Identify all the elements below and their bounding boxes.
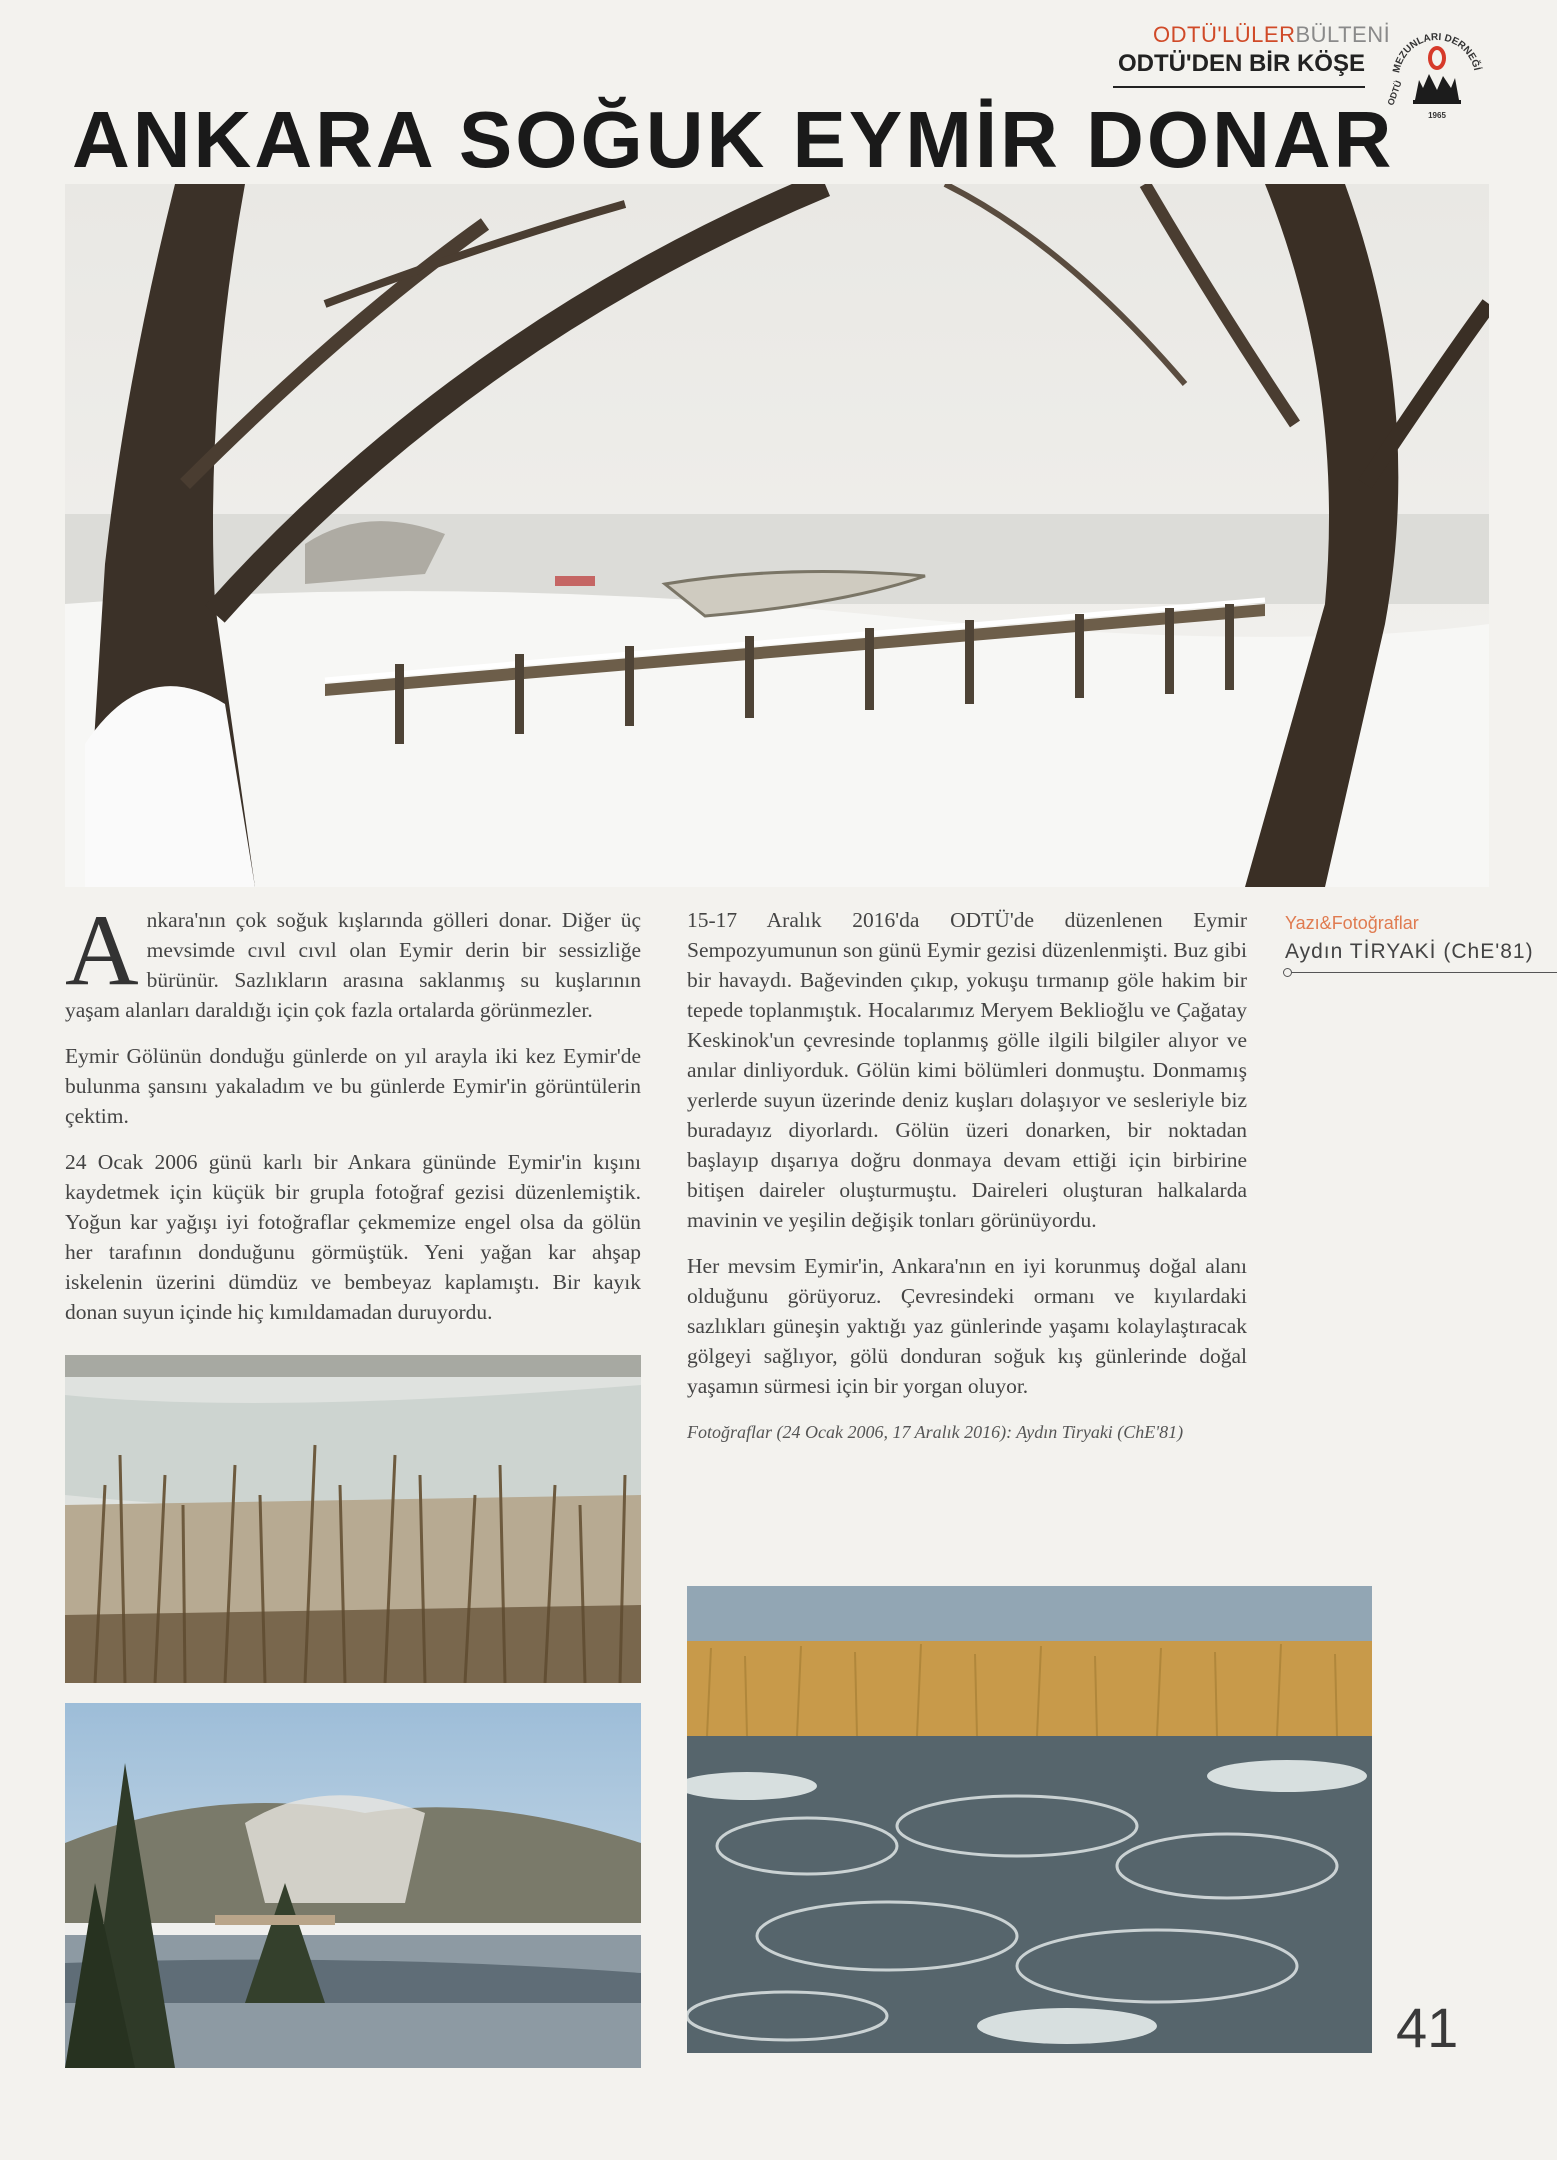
paragraph-1-text: nkara'nın çok soğuk kışlarında gölleri donar. Diğer üç mevsimde cıvıl cıvıl olan Eymir derin bir sessizliğe bürünür. Sazlıkların arasına saklanmış su kuşlarının yaşam alanları daraldığı için çok fazla ortalarda görünmezler.	[65, 908, 641, 1022]
article-column-2	[687, 905, 1247, 1447]
byline-rule	[1287, 972, 1557, 973]
page-number: 41	[1396, 1996, 1459, 2059]
bulletin-part-1: ODTÜ'	[1153, 22, 1223, 47]
logo-ring-text: MEZUNLARI DERNEĞİ	[1391, 31, 1483, 74]
paragraph-2: Eymir Gölünün donduğu günlerde on yıl arayla iki kez Eymir'de bulunma şansını yakaladım ve bu günlerde Eymir'in görüntülerin çektim.	[65, 1044, 641, 1128]
logo-year: 1965	[1428, 111, 1446, 120]
byline-author: Aydın TİRYAKİ (ChE'81)	[1285, 940, 1534, 963]
byline-label: Yazı&Fotoğraflar	[1285, 913, 1419, 933]
byline-dot	[1283, 968, 1292, 977]
bulletin-part-2: LÜLER	[1222, 22, 1296, 47]
bulletin-part-3: BÜLTENİ	[1295, 22, 1391, 47]
paragraph-4: 15-17 Aralık 2016'da ODTÜ'de düzenlenen Eymir Sempozyumunun son günü Eymir gezisi düzenlenmişti. Buz gibi bir havaydı. Bağevinden çıkıp, yokuşu tırmanıp göle hakim bir tepede toplanmıştık. Hocalarımız Meryem Beklioğlu ve Çağatay Keskinok'un çevresinde toplanmış gölle ilgili bilgiler alıyor ve anılar dinliyorduk. Gölün kimi bölümleri donmuştu. Donmamış yerlerde suyun üzerinde deniz kuşları dolaşıyor ve sesleriyle biz buradayız diyorlardı. Gölün üzeri donarken, bir noktadan başlayıp dışarıya doğru donmaya devam ettiği için birbirine bitişen daireler oluşturmuştu. Daireleri oluşturan halkalarda mavinin ve yeşilin değişik tonları görünüyordu.	[687, 908, 1247, 1232]
hero-photo-frozen-pier	[65, 184, 1489, 887]
paragraph-1	[65, 894, 641, 1025]
drop-cap: A	[65, 894, 139, 1007]
photo-frozen-lake-reeds	[65, 1355, 641, 1683]
photo-lake-forest-hills	[65, 1703, 641, 2068]
photo-credit: Fotoğraflar (24 Ocak 2006, 17 Aralık 2016): Aydın Tiryaki (ChE'81)	[687, 1422, 1184, 1442]
logo-side-text: ODTÜ	[1385, 79, 1404, 107]
article-column-1	[65, 894, 641, 1343]
bulletin-name	[1153, 22, 1391, 48]
odtu-mezunlari-logo-icon	[1385, 20, 1489, 130]
article-title: ANKARA SOĞUK EYMİR DONAR	[72, 95, 1395, 184]
paragraph-3: 24 Ocak 2006 günü karlı bir Ankara gününde Eymir'in kışını kaydetmek için küçük bir grupla fotoğraf gezisi düzenlemiştik. Yoğun kar yağışı iyi fotoğraflar çekmemize engel olsa da gölün her tarafının donduğunu görmüştük. Yeni yağan kar ahşap iskelenin üzerini dümdüz ve bembeyaz kaplamıştı. Bir kayık donan suyun içinde hiç kımıldamadan duruyordu.	[65, 1150, 641, 1324]
paragraph-5: Her mevsim Eymir'in, Ankara'nın en iyi korunmuş doğal alanı olduğunu görüyoruz. Çevresindeki ormanı ve kıyılardaki sazlıkları güneşin yaktığı yaz günlerinde yaşamı kolaylaştıracak gölgeyi sağlıyor, gölü donduran soğuk kış günlerinde doğal yaşamın sürmesi için bir yorgan oluyor.	[687, 1254, 1247, 1398]
section-name: ODTÜ'DEN BİR KÖŞE	[1117, 50, 1365, 77]
photo-frozen-ice-rings	[687, 1586, 1372, 2053]
section-rule	[1113, 86, 1365, 88]
